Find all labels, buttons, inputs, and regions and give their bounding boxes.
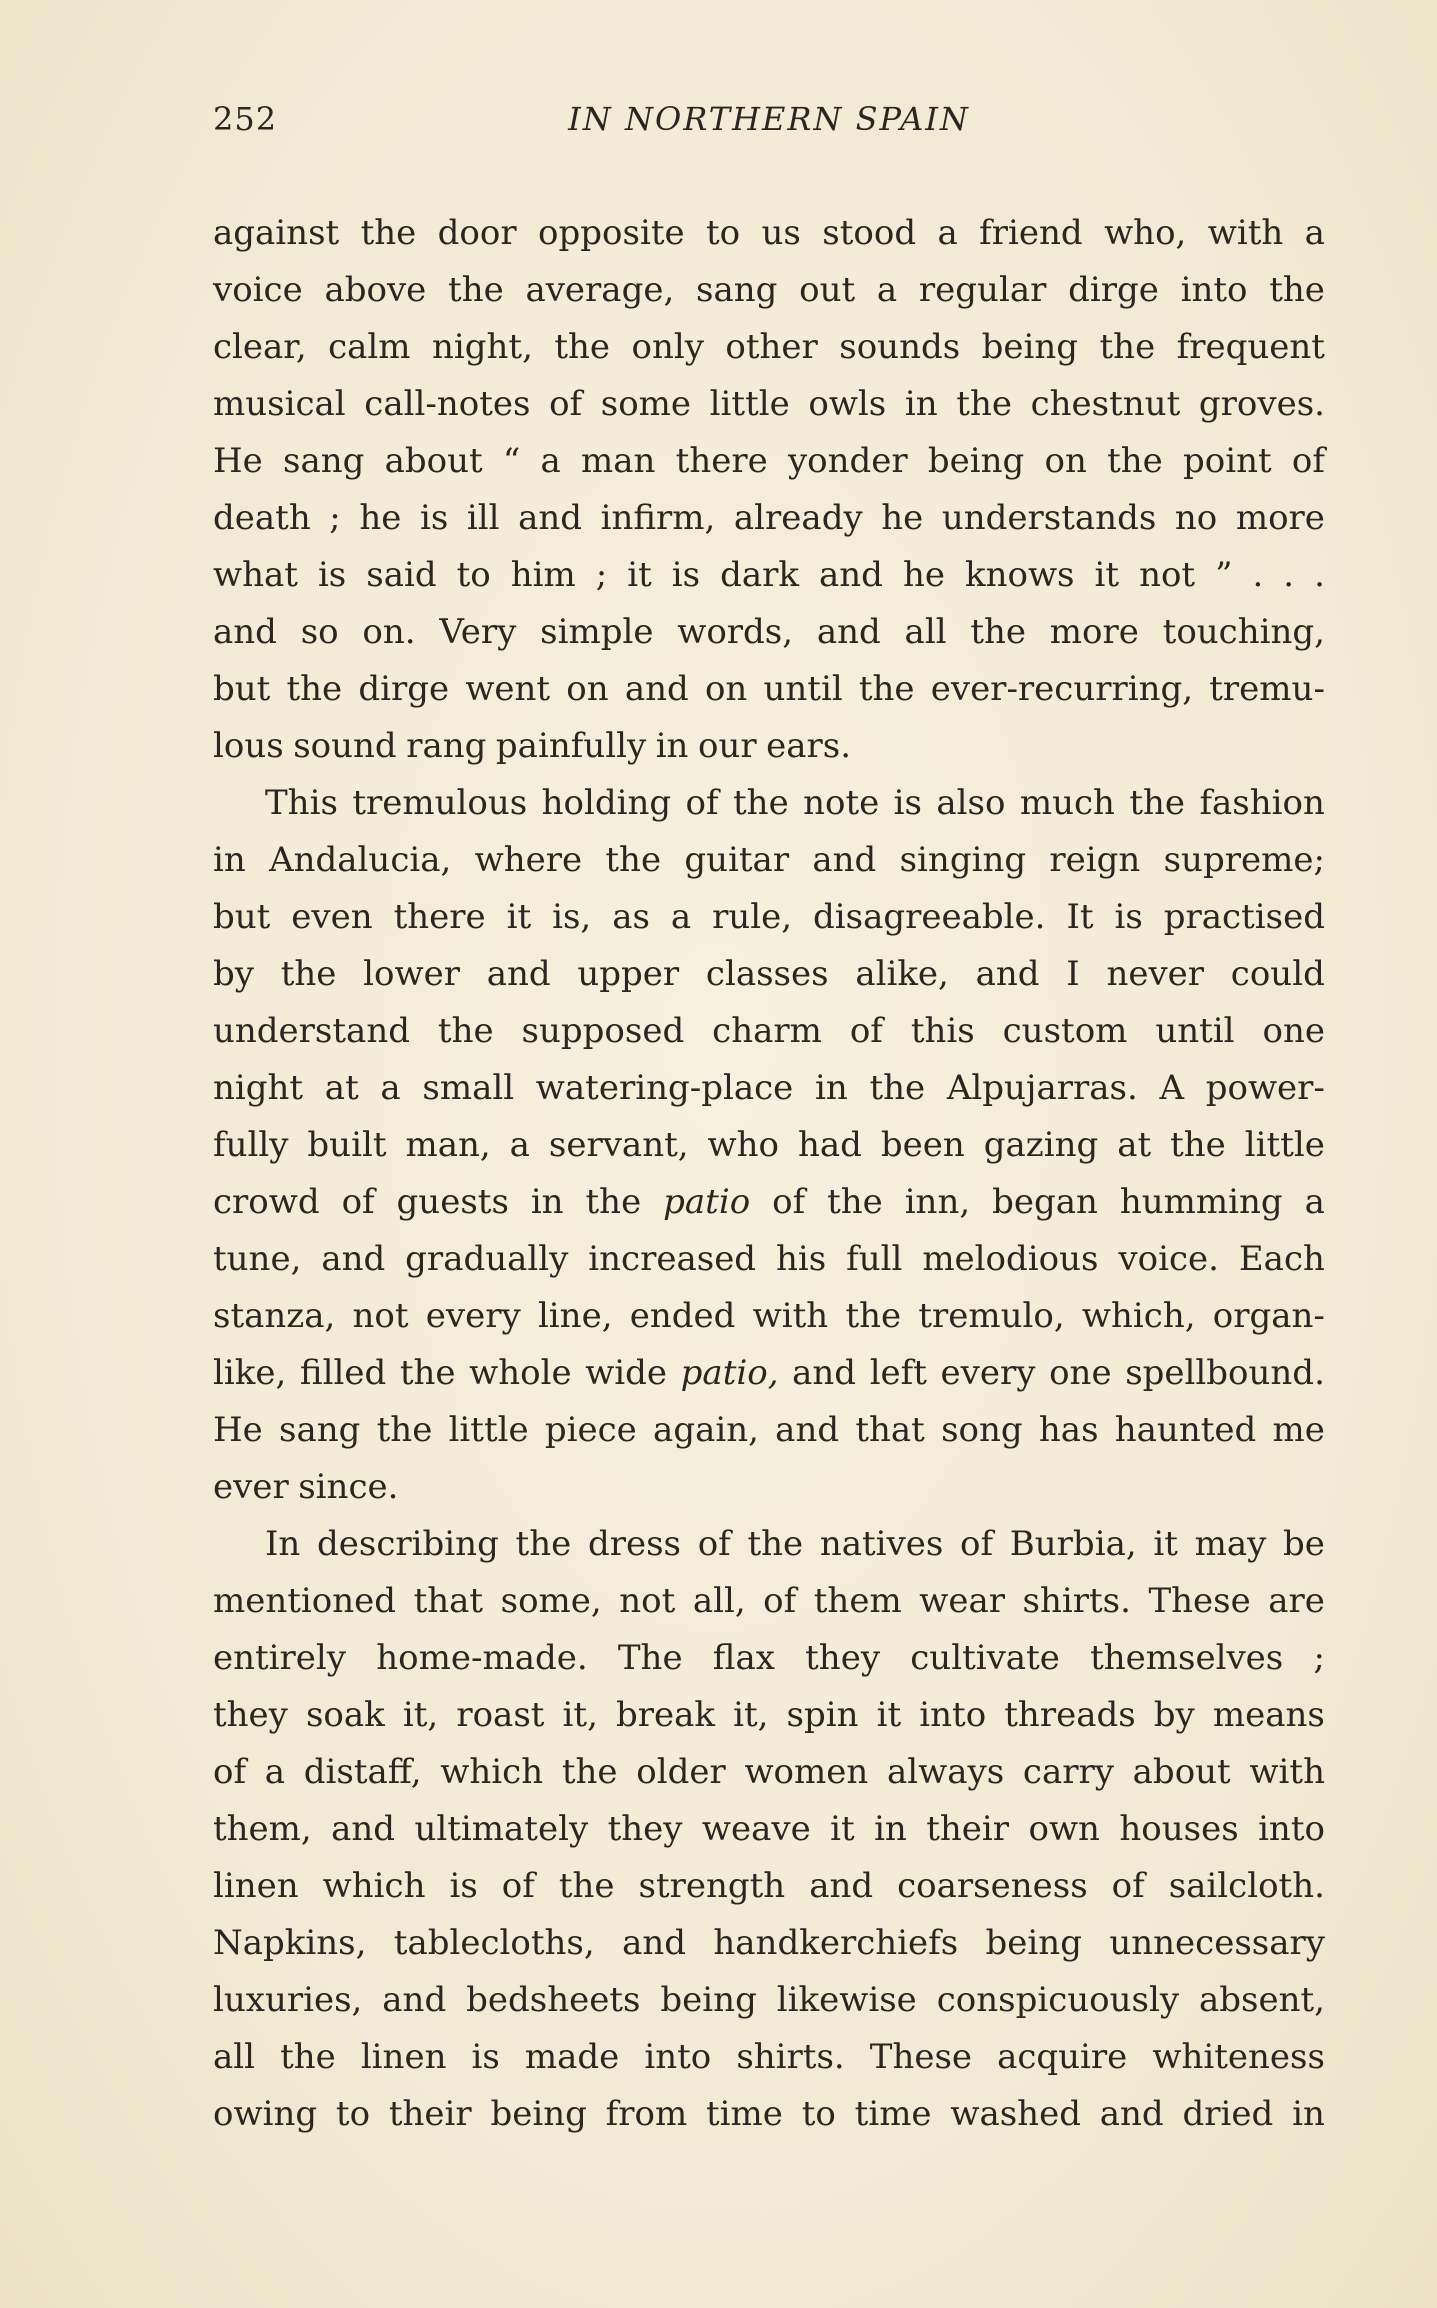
text-line: clear, calm night, the only other sounds being the frequent <box>213 327 1325 367</box>
text-line: by the lower and upper classes alike, and I never could <box>213 954 1325 994</box>
text-line: crowd of guests in the patio of the inn, began humming a <box>213 1182 1325 1222</box>
text-line: fully built man, a servant, who had been gazing at the little <box>213 1125 1325 1165</box>
text-line: death ; he is ill and infirm, already he understands no more <box>213 498 1325 538</box>
running-title: IN NORTHERN SPAIN <box>568 100 970 138</box>
text-line: ever since. <box>213 1467 399 1507</box>
text-line: they soak it, roast it, break it, spin it into threads by means <box>213 1695 1325 1735</box>
page-number: 252 <box>213 100 278 138</box>
text-line: entirely home-made. The flax they cultivate themselves ; <box>213 1638 1325 1678</box>
text-line: voice above the average, sang out a regular dirge into the <box>213 270 1325 310</box>
text-line: mentioned that some, not all, of them wear shirts. These are <box>213 1581 1325 1621</box>
body-text <box>213 205 1325 2143</box>
text-line: lous sound rang painfully in our ears. <box>213 726 852 766</box>
text-line: owing to their being from time to time washed and dried in <box>213 2094 1325 2134</box>
text-line: all the linen is made into shirts. These acquire whiteness <box>213 2037 1325 2077</box>
text-line: like, filled the whole wide patio, and left every one spellbound. <box>213 1353 1325 1393</box>
text-line: in Andalucia, where the guitar and singing reign supreme; <box>213 840 1325 880</box>
text-line: but the dirge went on and on until the ever-recurring, tremu- <box>213 669 1325 709</box>
text-line: of a distaff, which the older women always carry about with <box>213 1752 1325 1792</box>
text-line: and so on. Very simple words, and all the more touching, <box>213 612 1325 652</box>
text-line: He sang about “ a man there yonder being on the point of <box>213 441 1325 481</box>
text-line: tune, and gradually increased his full melodious voice. Each <box>213 1239 1325 1279</box>
text-line: them, and ultimately they weave it in their own houses into <box>213 1809 1325 1849</box>
text-line: night at a small watering-place in the Alpujarras. A power- <box>213 1068 1325 1108</box>
text-line: musical call-notes of some little owls in the chestnut groves. <box>213 384 1325 424</box>
text-line: against the door opposite to us stood a friend who, with a <box>213 213 1325 253</box>
text-line: He sang the little piece again, and that song has haunted me <box>213 1410 1325 1450</box>
text-line: This tremulous holding of the note is also much the fashion <box>265 783 1325 823</box>
text-line: stanza, not every line, ended with the tremulo, which, organ- <box>213 1296 1325 1336</box>
page-header <box>213 100 1325 144</box>
text-line: linen which is of the strength and coarseness of sailcloth. <box>213 1866 1325 1906</box>
text-line: Napkins, tablecloths, and handkerchiefs being unnecessary <box>213 1923 1325 1963</box>
text-line: luxuries, and bedsheets being likewise conspicuously absent, <box>213 1980 1325 2020</box>
text-line: In describing the dress of the natives of Burbia, it may be <box>265 1524 1325 1564</box>
text-line: understand the supposed charm of this custom until one <box>213 1011 1325 1051</box>
text-line: what is said to him ; it is dark and he knows it not ” . . . <box>213 555 1325 595</box>
text-line: but even there it is, as a rule, disagreeable. It is practised <box>213 897 1325 937</box>
